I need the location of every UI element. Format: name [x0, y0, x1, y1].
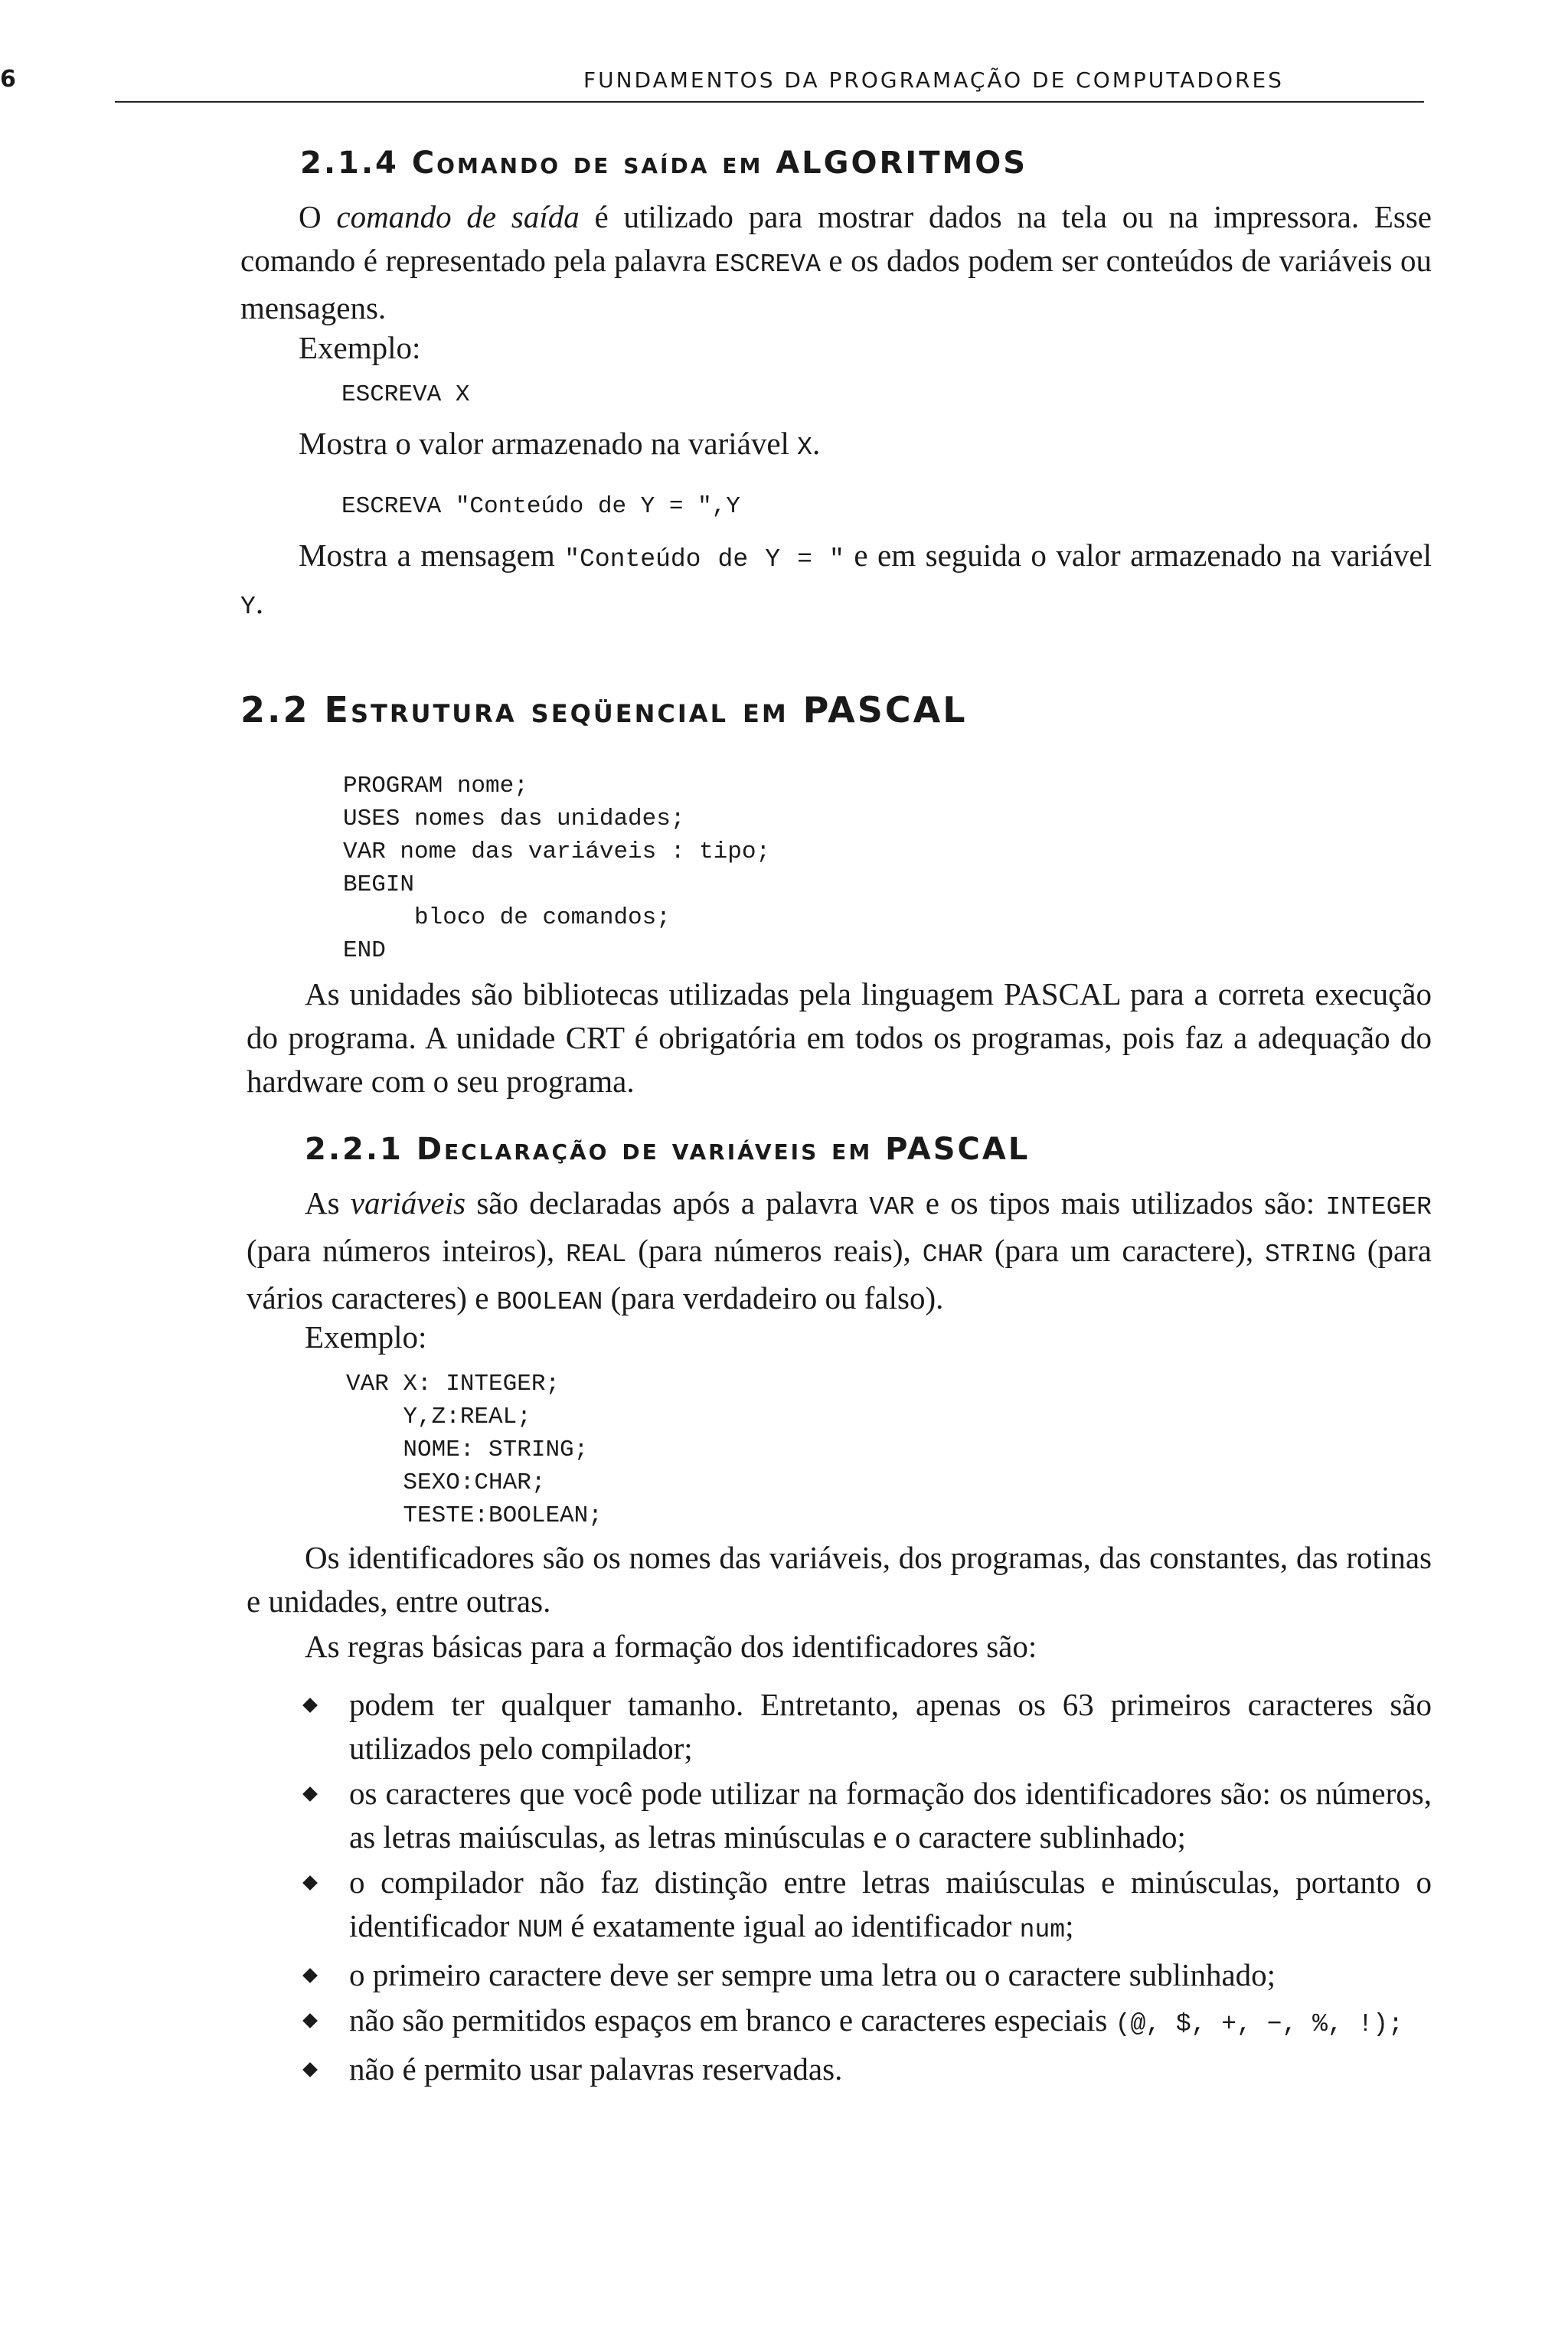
section-title: Declaração de variáveis em PASCAL	[416, 1132, 1031, 1167]
code-line: VAR X: INTEGER;	[346, 1371, 560, 1397]
emphasis: variáveis	[350, 1185, 466, 1221]
diamond-bullet-icon	[302, 1786, 318, 1802]
text: (para números reais),	[626, 1233, 923, 1268]
header-rule	[115, 101, 1424, 103]
keyword: Y	[240, 593, 256, 621]
paragraph-units: As unidades são bibliotecas utilizadas pela linguagem PASCAL para a correta execução do programa. A unidade CRT é obrigatória em todos os programas, pois faz a adequação do hardware com o seu programa.	[247, 976, 1432, 1099]
section-number: 2.2	[240, 689, 310, 731]
diamond-bullet-icon	[302, 1698, 318, 1713]
code-line: SEXO:CHAR;	[346, 1469, 546, 1496]
example-label: Exemplo:	[299, 330, 421, 365]
keyword: "Conteúdo de Y = "	[564, 545, 844, 574]
section-number: 2.1.4	[300, 145, 399, 181]
paragraph-variables	[247, 1182, 1432, 1324]
keyword: INTEGER	[1325, 1193, 1432, 1221]
text: (para um caractere),	[982, 1233, 1266, 1268]
running-title: FUNDAMENTOS DA PROGRAMAÇÃO DE COMPUTADORES	[583, 67, 1284, 93]
list-item-text: o compilador não faz distinção entre letras maiúsculas e minúsculas, portanto o identificador	[349, 1865, 1432, 1943]
code-var-declaration	[346, 1368, 603, 1532]
text: Mostra o valor armazenado na variável	[299, 426, 798, 461]
paragraph-identifiers: Os identificadores são os nomes das variáveis, dos programas, das constantes, das rotinas e unidades, entre outras.	[247, 1540, 1432, 1619]
list-item	[305, 1772, 1432, 1859]
text: (para números inteiros),	[247, 1233, 567, 1268]
diamond-bullet-icon	[302, 1968, 318, 1983]
diamond-bullet-icon	[302, 2013, 318, 2028]
list-item	[305, 1683, 1432, 1770]
code-pascal-structure	[343, 770, 770, 967]
list-item-text: podem ter qualquer tamanho. Entretanto, apenas os 63 primeiros caracteres são utilizados pelo compilador;	[349, 1687, 1432, 1766]
text: e em seguida o valor armazenado na variável	[844, 538, 1432, 573]
section-number: 2.2.1	[305, 1132, 403, 1167]
list-item-text: não é permito usar palavras reservadas.	[349, 2051, 843, 2087]
page-number: 6	[0, 66, 17, 93]
code-line: bloco de comandos;	[343, 904, 671, 931]
text: Mostra a mensagem	[299, 538, 565, 573]
text: são declaradas após a palavra	[466, 1185, 870, 1221]
list-item	[305, 1861, 1432, 1952]
list-item-text: o primeiro caractere deve ser sempre uma letra ou o caractere sublinhado;	[349, 1957, 1276, 1992]
keyword: NUM	[517, 1916, 564, 1944]
rules-list	[305, 1683, 1432, 2093]
text: e os tipos mais utilizados são:	[914, 1185, 1326, 1221]
text: .	[812, 426, 821, 461]
emphasis: comando de saída	[336, 199, 580, 234]
diamond-bullet-icon	[302, 2062, 318, 2077]
paragraph-rules-intro: As regras básicas para a formação dos identificadores são:	[305, 1629, 1037, 1664]
section-title: Comando de saída em ALGORITMOS	[411, 145, 1028, 181]
code-line: Y,Z:REAL;	[346, 1404, 531, 1430]
list-item	[305, 1953, 1432, 1997]
code-line: USES nomes das unidades;	[343, 806, 685, 832]
code-line: TESTE:BOOLEAN;	[346, 1502, 603, 1529]
code-line: NOME: STRING;	[346, 1437, 589, 1463]
text: As	[305, 1185, 351, 1221]
keyword: ESCREVA	[714, 250, 821, 279]
paragraph-output-command	[240, 195, 1432, 330]
paragraph-shows-message	[240, 534, 1432, 629]
list-item-text: ;	[1065, 1908, 1074, 1943]
code-line: VAR nome das variáveis : tipo;	[343, 838, 771, 865]
list-item	[305, 1999, 1432, 2046]
keyword: num	[1019, 1916, 1066, 1944]
keyword: VAR	[869, 1193, 915, 1221]
section-heading-2-2-1	[305, 1132, 1030, 1167]
code-example-2: ESCREVA "Conteúdo de Y = ",Y	[341, 493, 740, 520]
keyword: BOOLEAN	[496, 1288, 603, 1316]
text: e os dados podem ser conteúdos de variáveis ou mensagens.	[240, 243, 1432, 325]
code-example-1: ESCREVA X	[341, 381, 470, 408]
keyword: CHAR	[922, 1240, 983, 1269]
section-title: Estrutura seqüencial em PASCAL	[324, 689, 968, 731]
keyword: (@, $, +, −, %, !);	[1115, 2010, 1403, 2038]
code-line: END	[343, 937, 386, 964]
list-item	[305, 2048, 1432, 2091]
list-item-text: não são permitidos espaços em branco e caracteres especiais	[349, 2002, 1116, 2038]
example-label: Exemplo:	[305, 1319, 427, 1355]
section-heading-2-2	[240, 689, 968, 731]
text: .	[255, 585, 264, 620]
text: O	[299, 199, 337, 234]
keyword: REAL	[566, 1240, 627, 1269]
keyword: X	[797, 433, 812, 462]
section-heading-2-1-4	[300, 145, 1027, 181]
text: (para vários caracteres) e	[247, 1233, 1432, 1316]
keyword: STRING	[1265, 1240, 1356, 1269]
text: (para verdadeiro ou falso).	[603, 1280, 944, 1316]
list-item-text: é exatamente igual ao identificador	[563, 1908, 1020, 1943]
list-item-text: os caracteres que você pode utilizar na formação dos identificadores são: os números, as letras maiúsculas, as letras minúsculas e o caractere sublinhado;	[349, 1776, 1432, 1855]
code-line: PROGRAM nome;	[343, 773, 528, 799]
paragraph-shows-value	[299, 422, 820, 469]
diamond-bullet-icon	[302, 1875, 318, 1891]
code-line: BEGIN	[343, 871, 415, 898]
text: é utilizado para mostrar dados na tela ou na impressora. Esse comando é representado pela palavra	[240, 199, 1432, 278]
